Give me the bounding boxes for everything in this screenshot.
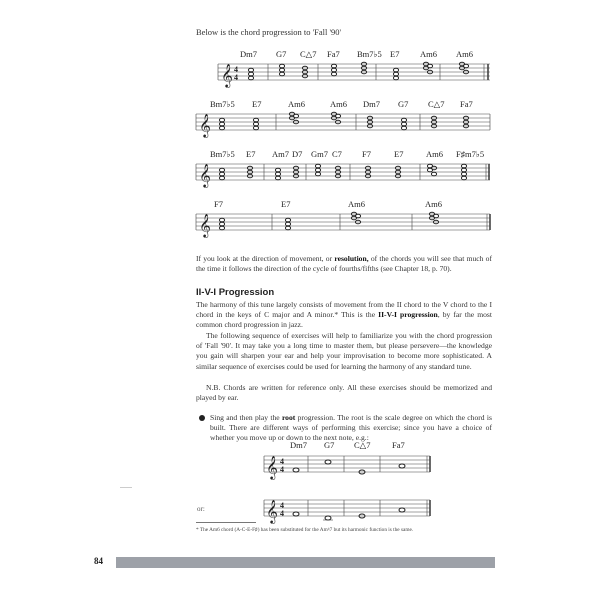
treble-clef-icon: 𝄞	[199, 163, 211, 187]
chord-label: C△7	[354, 440, 371, 450]
chord-label: E7	[394, 149, 404, 159]
chord-label: Am6	[456, 49, 473, 59]
chord-label: Gm7	[311, 149, 328, 159]
chord-label: G7	[276, 49, 287, 59]
page-number: 84	[94, 556, 103, 566]
chord-label: F7	[214, 199, 223, 209]
svg-text:4: 4	[234, 65, 238, 74]
treble-clef-icon: 𝄞	[199, 113, 211, 137]
svg-text:4: 4	[280, 457, 284, 466]
chord-label: Fa7	[460, 99, 473, 109]
chord-label: C△7	[300, 49, 317, 59]
intro-text: Below is the chord progression to 'Fall '90'	[196, 27, 342, 37]
chord-label: F♯m7♭5	[456, 149, 485, 159]
chord-label: E7	[252, 99, 262, 109]
footnote-rule	[196, 522, 256, 523]
note-paragraph: N.B. Chords are written for reference only. All these exercises should be memorized and played by ear.	[196, 383, 492, 403]
chord-label: G7	[398, 99, 409, 109]
chord-label: Am6	[330, 99, 347, 109]
chord-label: Bm7♭5	[210, 149, 235, 159]
svg-text:4: 4	[280, 465, 284, 474]
chord-label: Bm7♭5	[357, 49, 382, 59]
treble-clef-icon: 𝄞	[199, 213, 211, 237]
chord-label: C△7	[428, 99, 445, 109]
resolution-paragraph: If you look at the direction of movement, or resolution, of the chords you will see that much of the time it follows the direction of the cycle of fourths/fifths (see Chapter 18, p. 70).	[196, 254, 492, 274]
exercises-paragraph: The following sequence of exercises will help to familiarize you with the chord progression of 'Fall '90'. It may take you a long time to master them, but please persevere—the knowledge you gain will sharpen your ear and help your improvisation to become more sophisticated. A similar sequence of exercises could be used for learning the harmony of any standard tune.	[196, 331, 492, 371]
chord-label: Dm7	[363, 99, 380, 109]
chord-label: Am6	[425, 199, 442, 209]
chord-label: Am6	[420, 49, 437, 59]
treble-clef-icon: 𝄞	[266, 455, 278, 479]
chord-label: F7	[362, 149, 371, 159]
treble-clef-icon: 𝄞	[221, 63, 233, 87]
chord-label: C7	[332, 149, 342, 159]
chord-label: Am6	[288, 99, 305, 109]
chord-label: E7	[246, 149, 256, 159]
footnote: * The Am6 chord (A-C-E-F♯) has been substituted for the Am♮7 but its harmonic function is the same.	[196, 527, 414, 533]
svg-text:4: 4	[280, 509, 284, 518]
chord-label: Bm7♭5	[210, 99, 235, 109]
svg-text:4: 4	[280, 501, 284, 510]
treble-clef-icon: 𝄞	[266, 499, 278, 523]
footer-bar	[116, 557, 495, 568]
chord-label: Am7	[272, 149, 289, 159]
or-label: or:	[197, 505, 205, 513]
bullet-text: Sing and then play the root progression. The root is the scale degree on which the chord is built. There are different ways of performing this exercise; since you have a choice of whether you move up or down to the next note, e.g.:	[210, 413, 492, 443]
svg-text:4: 4	[234, 73, 238, 82]
chord-label: E7	[281, 199, 291, 209]
chord-label: G7	[324, 440, 335, 450]
chord-label: Fa7	[392, 440, 405, 450]
chord-label: E7	[390, 49, 400, 59]
chord-label: D7	[292, 149, 303, 159]
chord-label: Dm7	[240, 49, 257, 59]
chord-label: Am6	[348, 199, 365, 209]
chord-label: Am6	[426, 149, 443, 159]
section-heading: II-V-I Progression	[196, 287, 275, 298]
chord-label: Dm7	[290, 440, 307, 450]
chord-label: Fa7	[327, 49, 340, 59]
harmony-paragraph: The harmony of this tune largely consists of movement from the II chord to the V chord to the I chord in the keys of C major and A minor.* This is the II-V-I progression, by far the most common chord progression in jazz.	[196, 300, 492, 330]
